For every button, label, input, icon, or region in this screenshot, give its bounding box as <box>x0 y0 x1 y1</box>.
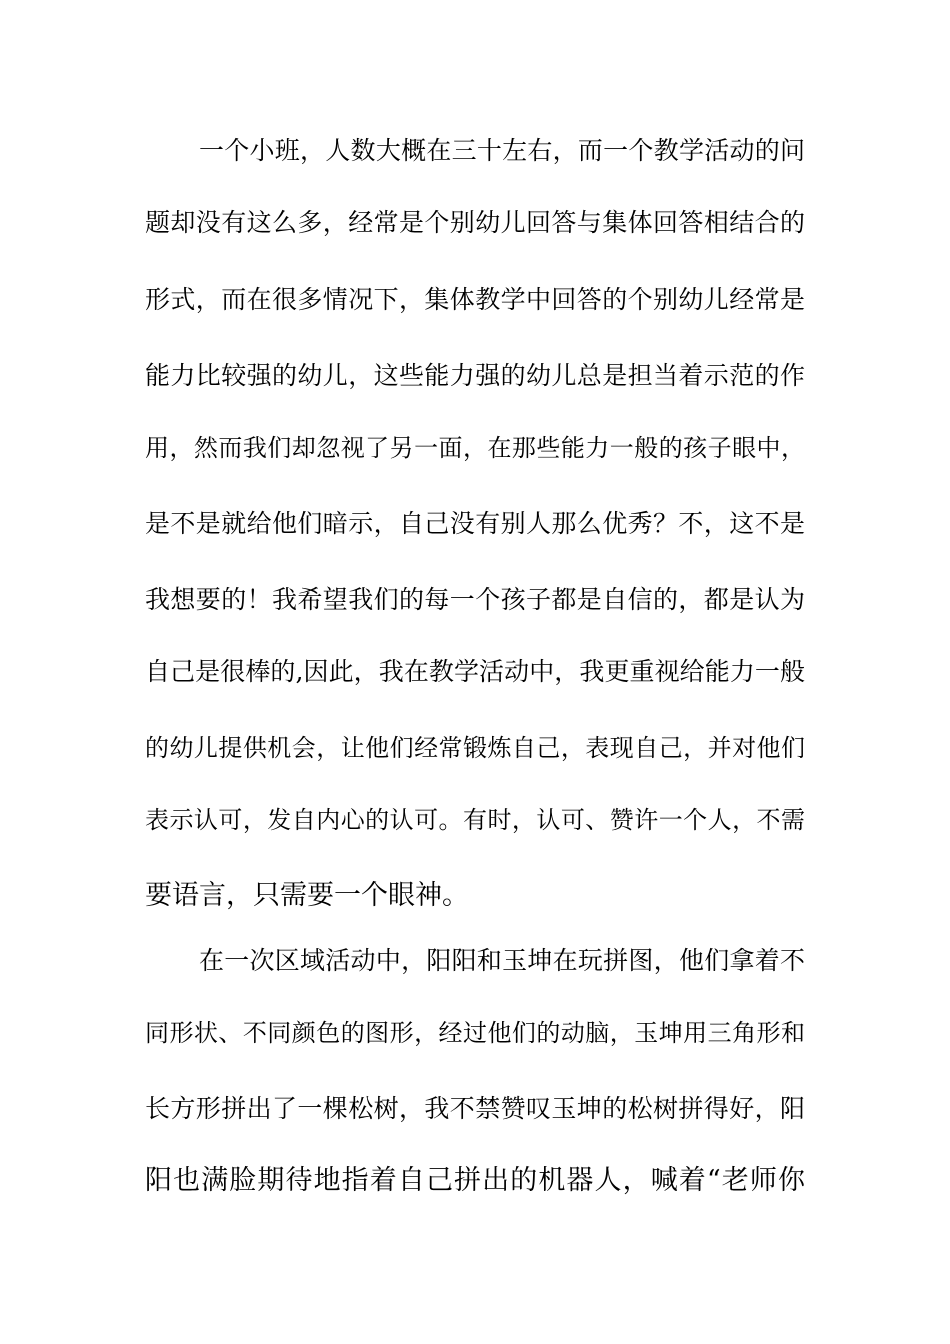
paragraph-line: 表示认可，发自内心的认可。有时，认可、赞许一个人，不需 <box>145 806 805 834</box>
paragraph-line: 是不是就给他们暗示，自己没有别人那么优秀？不，这不是 <box>145 509 805 538</box>
paragraph-line: 能力比较强的幼儿，这些能力强的幼儿总是担当着示范的作 <box>145 361 805 390</box>
paragraph-line: 用，然而我们却忽视了另一面，在那些能力一般的孩子眼中， <box>145 434 805 462</box>
paragraph-line: 自己是很棒的,因此，我在教学活动中，我更重视给能力一般 <box>145 657 805 686</box>
paragraph-line: 我想要的！我希望我们的每一个孩子都是自信的，都是认为 <box>145 585 805 614</box>
paragraph-line: 长方形拼出了一棵松树，我不禁赞叹玉坤的松树拼得好，阳 <box>145 1094 805 1123</box>
paragraph-line: 在一次区域活动中，阳阳和玉坤在玩拼图，他们拿着不 <box>199 946 805 975</box>
paragraph-line: 的幼儿提供机会，让他们经常锻炼自己，表现自己，并对他们 <box>145 734 805 762</box>
paragraph-line: 形式，而在很多情况下，集体教学中回答的个别幼儿经常是 <box>145 285 805 314</box>
paragraph-line: 要语言，只需要一个眼神。 <box>145 880 469 911</box>
paragraph-line: 阳也满脸期待地指着自己拼出的机器人，喊着“老师你 <box>145 1165 805 1196</box>
paragraph-line: 一个小班，人数大概在三十左右，而一个教学活动的问 <box>199 136 805 165</box>
paragraph-line: 同形状、不同颜色的图形，经过他们的动脑，玉坤用三角形和 <box>145 1019 805 1047</box>
paragraph-line: 题却没有这么多，经常是个别幼儿回答与集体回答相结合的 <box>145 208 805 237</box>
